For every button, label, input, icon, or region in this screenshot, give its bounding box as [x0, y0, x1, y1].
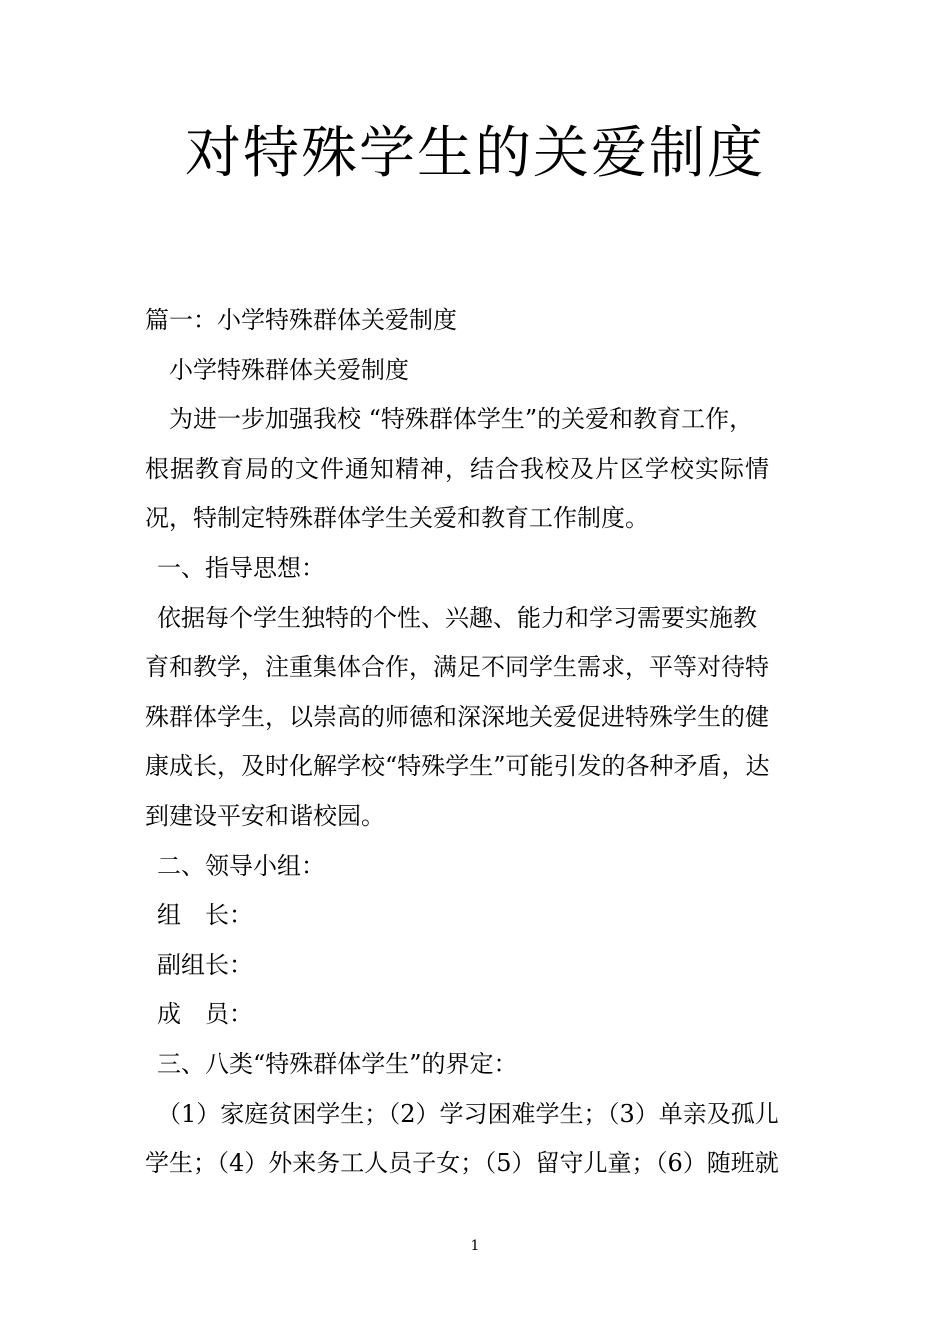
paragraph-line: 为进一步加强我校 “特殊群体学生”的关爱和教育工作，: [169, 405, 754, 434]
heading-guiding-thought: 一、指导思想：: [157, 553, 325, 582]
paragraph-line: 殊群体学生，以崇高的师德和深深地关爱促进特殊学生的健: [145, 702, 769, 731]
paragraph-line: 依据每个学生独特的个性、兴趣、能力和学习需要实施教: [157, 603, 757, 632]
page-number: 1: [470, 1238, 480, 1254]
document-title: 对特殊学生的关爱制度: [185, 121, 765, 186]
paragraph-line: 根据教育局的文件通知精神，结合我校及片区学校实际情: [145, 454, 770, 483]
paragraph-line: （1）家庭贫困学生；（2）学习困难学生；（3）单亲及孤儿: [157, 1099, 779, 1128]
deputy-leader-line: 副组长：: [157, 950, 253, 979]
section-heading: 篇一：小学特殊群体关爱制度: [145, 306, 457, 334]
paragraph-line: 育和教学，注重集体合作，满足不同学生需求，平等对待特: [145, 653, 769, 682]
subtitle-line: 小学特殊群体关爱制度: [169, 355, 409, 384]
paragraph-line: 况，特制定特殊群体学生关爱和教育工作制度。: [145, 504, 649, 533]
paragraph-line: 康成长，及时化解学校“特殊学生”可能引发的各种矛盾，达: [145, 752, 770, 781]
document-body: [145, 296, 810, 1189]
leader-line: 组 长：: [157, 901, 253, 930]
heading-definition: 三、八类“特殊群体学生”的界定：: [157, 1049, 518, 1078]
paragraph-line: 到建设平安和谐校园。: [145, 801, 385, 830]
heading-leadership-group: 二、领导小组：: [157, 851, 325, 880]
paragraph-line: 学生；（4）外来务工人员子女；（5）留守儿童；（6）随班就: [145, 1149, 779, 1178]
member-line: 成 员：: [157, 1000, 253, 1029]
